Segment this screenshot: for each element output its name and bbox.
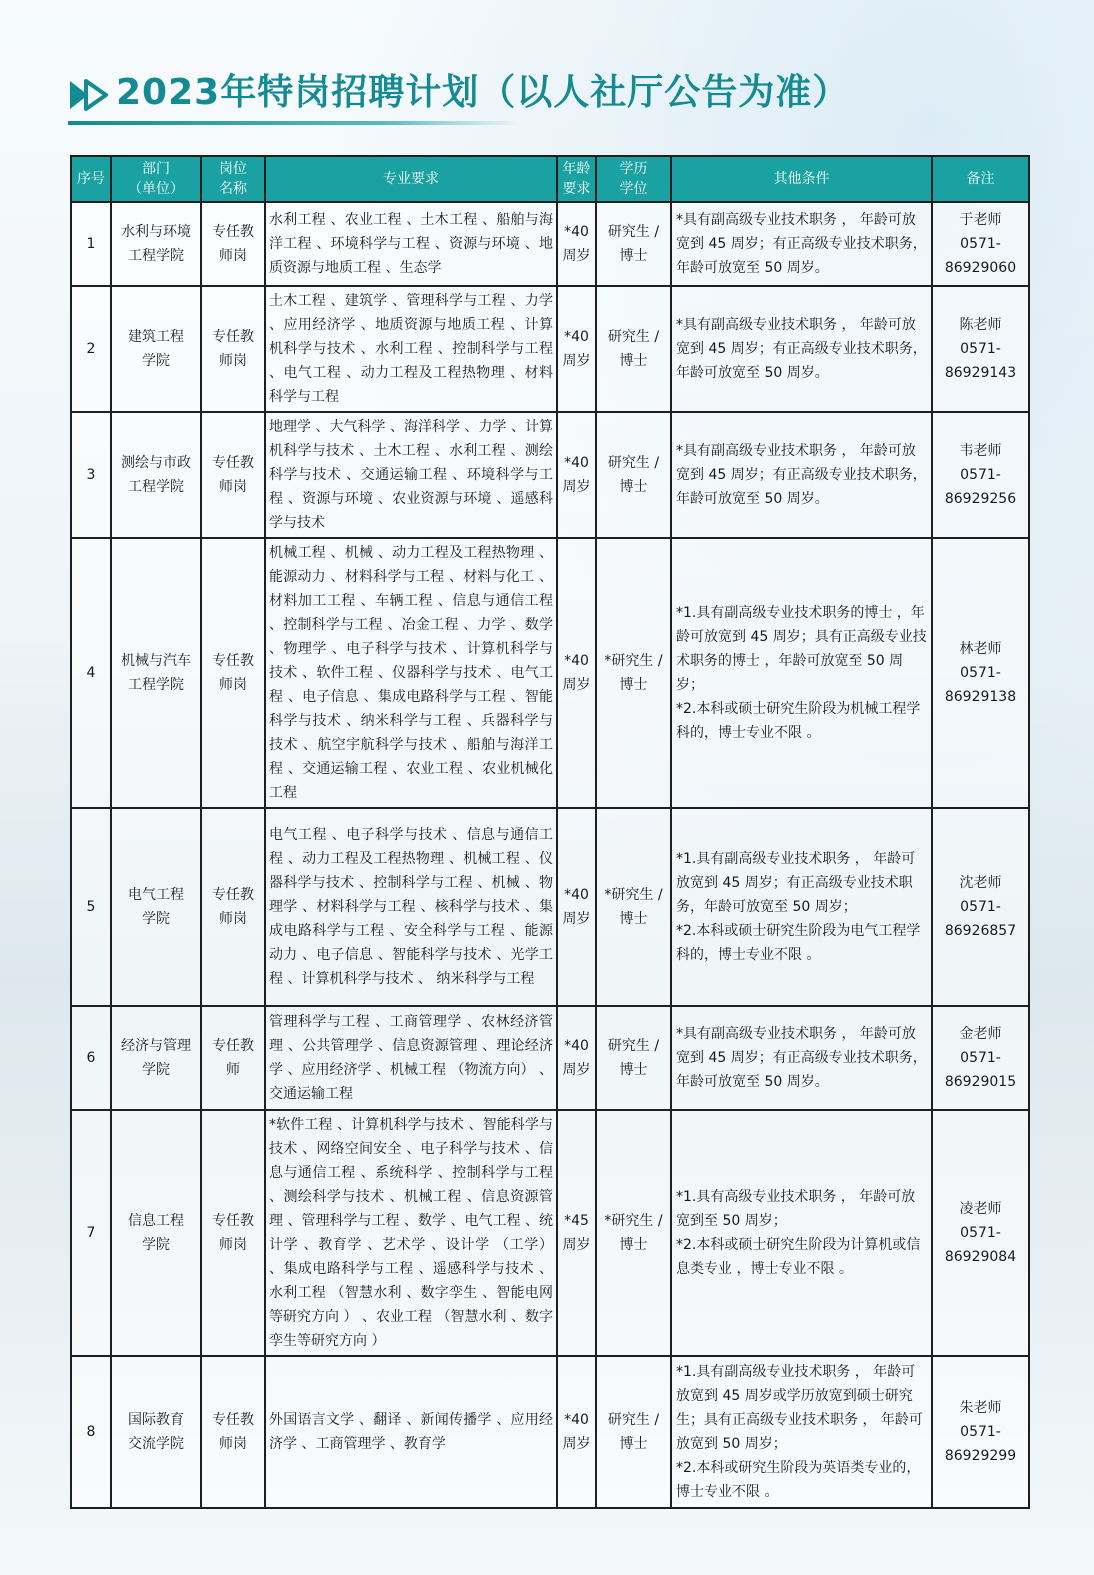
row-remark-cell: 韦老师 0571- 86929256 [932, 412, 1029, 538]
header-dept: 部门 （单位） [111, 156, 201, 202]
row-post-cell: 专任教 师岗 [201, 412, 265, 538]
row-no-cell: 6 [71, 1006, 111, 1110]
row-edu-cell: 研究生 / 博士 [596, 412, 671, 538]
row-major-cell: 电气工程 、电子科学与技术 、信息与通信工程 、动力工程及工程热物理 、机械工程 、仪器科学与技术 、控制科学与工程 、机械 、物理学 、材料科学与工程 、核科学与技术 、集成电路科学与工程 、安全科学与工程 、能源动力 、电子信息 、智能科学与技术 、光学工程 、计算机科学与技术 、 纳米科学与工程 [265, 808, 557, 1006]
row-age-cell: *45 周岁 [557, 1110, 596, 1356]
title-block [68, 70, 1048, 130]
table-body [71, 202, 1029, 1508]
row-post-cell: 专任教 师岗 [201, 1356, 265, 1508]
table-row [71, 808, 1029, 1006]
row-other-cell: *具有副高级专业技术职务 ， 年龄可放宽到 45 周岁；有正高级专业技术职务，年龄可放宽至 50 周岁。 [671, 286, 932, 412]
row-other-cell: *1.具有副高级专业技术职务 ， 年龄可放宽到 45 周岁或学历放宽到硕士研究生；具有正高级专业技术职务 ， 年龄可放宽到 50 周岁； *2.本科或研究生阶段为英语类专业的，博士专业不限 。 [671, 1356, 932, 1508]
row-major-cell: 外国语言文学 、翻译 、新闻传播学 、应用经济学 、工商管理学 、教育学 [265, 1356, 557, 1508]
row-post-cell: 专任教 师岗 [201, 538, 265, 808]
row-age-cell: *40 周岁 [557, 412, 596, 538]
row-edu-cell: *研究生 / 博士 [596, 1110, 671, 1356]
row-dept-cell: 建筑工程 学院 [111, 286, 201, 412]
header-post: 岗位 名称 [201, 156, 265, 202]
row-edu-cell: 研究生 / 博士 [596, 1356, 671, 1508]
table-row [71, 1110, 1029, 1356]
row-major-cell: 管理科学与工程 、工商管理学 、农林经济管理 、公共管理学 、信息资源管理 、理论经济学 、应用经济学 、机械工程 （物流方向） 、交通运输工程 [265, 1006, 557, 1110]
row-no-cell: 5 [71, 808, 111, 1006]
row-no-cell: 1 [71, 202, 111, 286]
row-post-cell: 专任教 师岗 [201, 202, 265, 286]
table-row [71, 1006, 1029, 1110]
row-edu-cell: 研究生 / 博士 [596, 1006, 671, 1110]
row-other-cell: *1.具有高级专业技术职务 ， 年龄可放宽到至 50 周岁； *2.本科或硕士研究生阶段为计算机或信息类专业 ，博士专业不限 。 [671, 1110, 932, 1356]
row-age-cell: *40 周岁 [557, 202, 596, 286]
row-major-cell: 水利工程 、农业工程 、土木工程 、船舶与海洋工程 、环境科学与工程 、资源与环境 、地质资源与地质工程 、生态学 [265, 202, 557, 286]
row-remark-cell: 陈老师 0571- 86929143 [932, 286, 1029, 412]
table-row [71, 202, 1029, 286]
row-remark-cell: 于老师 0571- 86929060 [932, 202, 1029, 286]
row-age-cell: *40 周岁 [557, 1356, 596, 1508]
row-edu-cell: 研究生 / 博士 [596, 202, 671, 286]
row-other-cell: *1.具有副高级专业技术职务 ， 年龄可放宽到 45 周岁；有正高级专业技术职务，年龄可放宽至 50 周岁； *2.本科或硕士研究生阶段为电气工程学科的，博士专业不限 。 [671, 808, 932, 1006]
row-no-cell: 7 [71, 1110, 111, 1356]
row-remark-cell: 林老师 0571- 86929138 [932, 538, 1029, 808]
row-dept-cell: 电气工程 学院 [111, 808, 201, 1006]
header-major: 专业要求 [265, 156, 557, 202]
title-underline [68, 121, 518, 125]
row-dept-cell: 水利与环境 工程学院 [111, 202, 201, 286]
header-remark: 备注 [932, 156, 1029, 202]
table-header-row [71, 156, 1029, 202]
header-no: 序号 [71, 156, 111, 202]
row-major-cell: 地理学 、大气科学 、海洋科学 、力学 、计算机科学与技术 、土木工程 、水利工程 、测绘科学与技术 、交通运输工程 、环境科学与工程 、资源与环境 、农业资源与环境 、遥感科学与技术 [265, 412, 557, 538]
recruitment-table [70, 155, 1030, 1509]
row-dept-cell: 国际教育 交流学院 [111, 1356, 201, 1508]
row-post-cell: 专任教 师岗 [201, 286, 265, 412]
table-row [71, 538, 1029, 808]
row-other-cell: *具有副高级专业技术职务 ， 年龄可放宽到 45 周岁；有正高级专业技术职务，年龄可放宽至 50 周岁。 [671, 1006, 932, 1110]
row-age-cell: *40 周岁 [557, 286, 596, 412]
table-row [71, 412, 1029, 538]
row-other-cell: *具有副高级专业技术职务 ， 年龄可放宽到 45 周岁；有正高级专业技术职务，年龄可放宽至 50 周岁。 [671, 412, 932, 538]
row-remark-cell: 金老师 0571- 86929015 [932, 1006, 1029, 1110]
double-play-arrow-icon [68, 78, 112, 112]
row-age-cell: *40 周岁 [557, 1006, 596, 1110]
row-age-cell: *40 周岁 [557, 538, 596, 808]
row-edu-cell: 研究生 / 博士 [596, 286, 671, 412]
row-other-cell: *1.具有副高级专业技术职务的博士 ，年龄可放宽到 45 周岁；具有正高级专业技术职务的博士 ，年龄可放宽至 50 周岁； *2.本科或硕士研究生阶段为机械工程学科的，博士专业不限 。 [671, 538, 932, 808]
row-other-cell: *具有副高级专业技术职务 ， 年龄可放宽到 45 周岁；有正高级专业技术职务，年龄可放宽至 50 周岁。 [671, 202, 932, 286]
row-dept-cell: 信息工程 学院 [111, 1110, 201, 1356]
row-edu-cell: *研究生 / 博士 [596, 808, 671, 1006]
row-major-cell: 机械工程 、机械 、动力工程及工程热物理 、能源动力 、材料科学与工程 、材料与化工 、材料加工工程 、车辆工程 、信息与通信工程 、控制科学与工程 、冶金工程 、力学 、数学 、物理学 、电子科学与技术 、计算机科学与技术 、软件工程 、仪器科学与技术 、电气工程 、电子信息 、集成电路科学与工程 、智能科学与技术 、纳米科学与工程 、兵器科学与技术 、航空宇航科学与技术 、船舶与海洋工程 、交通运输工程 、农业工程 、农业机械化工程 [265, 538, 557, 808]
row-post-cell: 专任教 师岗 [201, 1110, 265, 1356]
row-post-cell: 专任教 师 [201, 1006, 265, 1110]
row-dept-cell: 机械与汽车 工程学院 [111, 538, 201, 808]
row-remark-cell: 朱老师 0571- 86929299 [932, 1356, 1029, 1508]
row-edu-cell: *研究生 / 博士 [596, 538, 671, 808]
row-dept-cell: 经济与管理 学院 [111, 1006, 201, 1110]
table-row [71, 286, 1029, 412]
row-age-cell: *40 周岁 [557, 808, 596, 1006]
row-no-cell: 4 [71, 538, 111, 808]
row-no-cell: 3 [71, 412, 111, 538]
table-row [71, 1356, 1029, 1508]
row-major-cell: 土木工程 、建筑学 、管理科学与工程 、力学 、应用经济学 、地质资源与地质工程 、计算机科学与技术 、水利工程 、控制科学与工程 、电气工程 、动力工程及工程热物理 、材料科学与工程 [265, 286, 557, 412]
row-no-cell: 2 [71, 286, 111, 412]
header-other: 其他条件 [671, 156, 932, 202]
row-no-cell: 8 [71, 1356, 111, 1508]
header-age: 年龄 要求 [557, 156, 596, 202]
page-title: 2023年特岗招聘计划（以人社厅公告为准） [116, 72, 850, 113]
row-dept-cell: 测绘与市政 工程学院 [111, 412, 201, 538]
row-remark-cell: 凌老师 0571- 86929084 [932, 1110, 1029, 1356]
row-post-cell: 专任教 师岗 [201, 808, 265, 1006]
row-major-cell: *软件工程 、计算机科学与技术 、智能科学与技术 、网络空间安全 、电子科学与技术 、信息与通信工程 、系统科学 、控制科学与工程 、测绘科学与技术 、机械工程 、信息资源管理 、管理科学与工程 、数学 、电气工程 、统计学 、教育学 、艺术学 、设计学 （工学） 、集成电路科学与工程 、遥感科学与技术 、水利工程 （智慧水利 、数字孪生 、智能电网等研究方向 ） 、农业工程 （智慧水利 、数字孪生等研究方向 ） [265, 1110, 557, 1356]
header-edu: 学历 学位 [596, 156, 671, 202]
row-remark-cell: 沈老师 0571- 86926857 [932, 808, 1029, 1006]
